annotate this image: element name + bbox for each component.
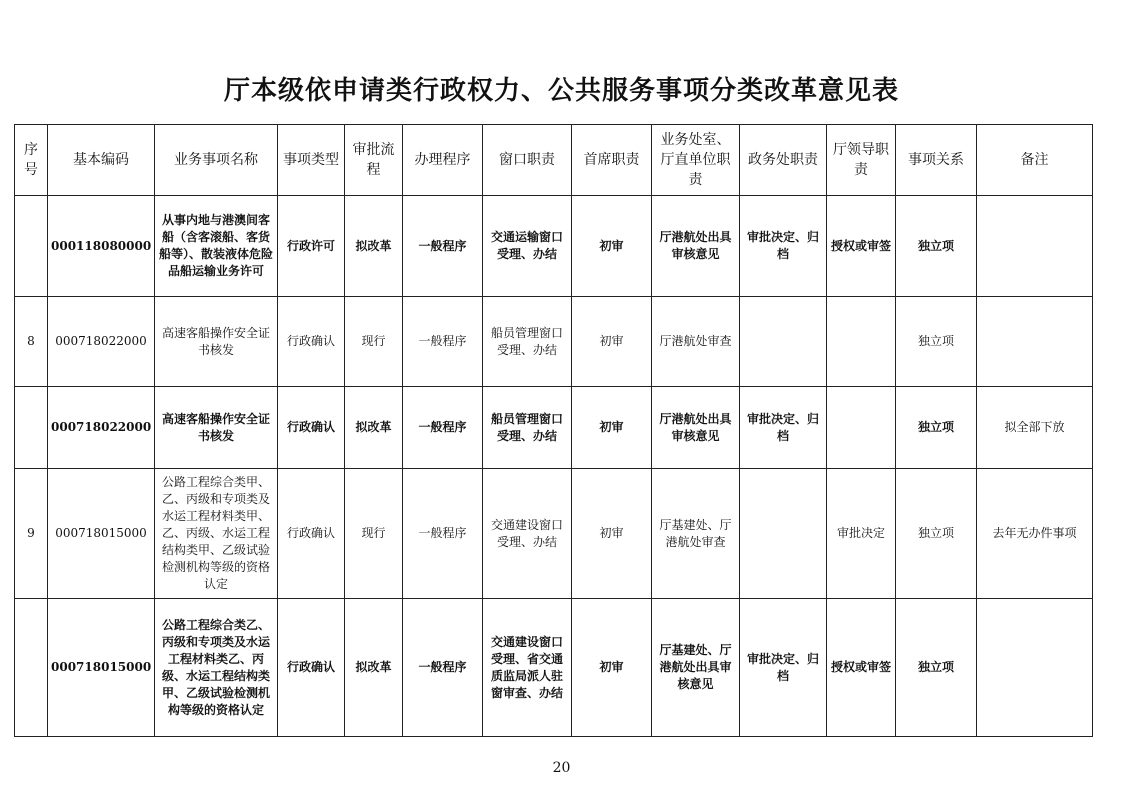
cell-leader bbox=[827, 387, 896, 469]
cell-window: 交通建设窗口受理、省交通质监局派人驻窗审查、办结 bbox=[483, 599, 572, 737]
header-flow: 审批流程 bbox=[345, 125, 403, 196]
cell-seq: 8 bbox=[15, 297, 48, 387]
page-title: 厅本级依申请类行政权力、公共服务事项分类改革意见表 bbox=[223, 76, 899, 106]
cell-chief: 初审 bbox=[572, 599, 652, 737]
cell-window: 交通运输窗口受理、办结 bbox=[483, 196, 572, 297]
cell-relation: 独立项 bbox=[896, 387, 977, 469]
cell-code: 000718022000 bbox=[48, 387, 155, 469]
cell-seq bbox=[15, 599, 48, 737]
cell-name: 从事内地与港澳间客船（含客滚船、客货船等）、散装液体危险品船运输业务许可 bbox=[155, 196, 278, 297]
cell-name: 公路工程综合类乙、丙级和专项类及水运工程材料类乙、丙级、水运工程结构类甲、乙级试验检测机构等级的资格认定 bbox=[155, 599, 278, 737]
cell-leader: 审批决定 bbox=[827, 469, 896, 599]
header-seq: 序号 bbox=[15, 125, 48, 196]
header-procedure: 办理程序 bbox=[403, 125, 483, 196]
cell-flow: 现行 bbox=[345, 297, 403, 387]
cell-chief: 初审 bbox=[572, 196, 652, 297]
header-relation: 事项关系 bbox=[896, 125, 977, 196]
header-dept: 业务处室、厅直单位职责 bbox=[652, 125, 740, 196]
cell-flow: 现行 bbox=[345, 469, 403, 599]
cell-type: 行政确认 bbox=[278, 297, 345, 387]
table-row bbox=[15, 387, 1093, 469]
cell-leader: 授权或审签 bbox=[827, 599, 896, 737]
header-type: 事项类型 bbox=[278, 125, 345, 196]
cell-procedure: 一般程序 bbox=[403, 196, 483, 297]
cell-seq: 9 bbox=[15, 469, 48, 599]
cell-procedure: 一般程序 bbox=[403, 387, 483, 469]
cell-code: 000718022000 bbox=[48, 297, 155, 387]
cell-code: 000718015000 bbox=[48, 599, 155, 737]
header-leader: 厅领导职责 bbox=[827, 125, 896, 196]
cell-dept: 厅基建处、厅港航处审查 bbox=[652, 469, 740, 599]
cell-dept: 厅基建处、厅港航处出具审核意见 bbox=[652, 599, 740, 737]
header-note: 备注 bbox=[977, 125, 1093, 196]
table-row bbox=[15, 297, 1093, 387]
table-row bbox=[15, 196, 1093, 297]
cell-type: 行政确认 bbox=[278, 599, 345, 737]
cell-flow: 拟改革 bbox=[345, 599, 403, 737]
cell-flow: 拟改革 bbox=[345, 196, 403, 297]
cell-flow: 拟改革 bbox=[345, 387, 403, 469]
cell-name: 高速客船操作安全证书核发 bbox=[155, 387, 278, 469]
cell-procedure: 一般程序 bbox=[403, 297, 483, 387]
cell-leader: 授权或审签 bbox=[827, 196, 896, 297]
cell-window: 船员管理窗口受理、办结 bbox=[483, 387, 572, 469]
header-name: 业务事项名称 bbox=[155, 125, 278, 196]
cell-note bbox=[977, 297, 1093, 387]
cell-admin: 审批决定、归档 bbox=[740, 599, 827, 737]
cell-relation: 独立项 bbox=[896, 297, 977, 387]
cell-chief: 初审 bbox=[572, 297, 652, 387]
header-admin: 政务处职责 bbox=[740, 125, 827, 196]
cell-admin: 审批决定、归档 bbox=[740, 196, 827, 297]
cell-chief: 初审 bbox=[572, 469, 652, 599]
cell-type: 行政确认 bbox=[278, 469, 345, 599]
cell-type: 行政许可 bbox=[278, 196, 345, 297]
cell-chief: 初审 bbox=[572, 387, 652, 469]
cell-procedure: 一般程序 bbox=[403, 599, 483, 737]
cell-relation: 独立项 bbox=[896, 599, 977, 737]
cell-leader bbox=[827, 297, 896, 387]
cell-seq bbox=[15, 387, 48, 469]
cell-admin: 审批决定、归档 bbox=[740, 387, 827, 469]
reform-table bbox=[14, 124, 1093, 737]
cell-seq bbox=[15, 196, 48, 297]
cell-admin bbox=[740, 297, 827, 387]
header-chief: 首席职责 bbox=[572, 125, 652, 196]
cell-note bbox=[977, 599, 1093, 737]
cell-type: 行政确认 bbox=[278, 387, 345, 469]
cell-dept: 厅港航处出具审核意见 bbox=[652, 196, 740, 297]
cell-relation: 独立项 bbox=[896, 469, 977, 599]
cell-name: 高速客船操作安全证书核发 bbox=[155, 297, 278, 387]
header-window: 窗口职责 bbox=[483, 125, 572, 196]
cell-window: 交通建设窗口受理、办结 bbox=[483, 469, 572, 599]
table-row bbox=[15, 469, 1093, 599]
cell-window: 船员管理窗口受理、办结 bbox=[483, 297, 572, 387]
cell-admin bbox=[740, 469, 827, 599]
cell-note bbox=[977, 196, 1093, 297]
cell-procedure: 一般程序 bbox=[403, 469, 483, 599]
page-number: 20 bbox=[552, 760, 571, 776]
cell-note: 去年无办件事项 bbox=[977, 469, 1093, 599]
cell-name: 公路工程综合类甲、乙、丙级和专项类及水运工程材料类甲、乙、丙级、水运工程结构类甲、乙级试验检测机构等级的资格认定 bbox=[155, 469, 278, 599]
cell-code: 000718015000 bbox=[48, 469, 155, 599]
cell-relation: 独立项 bbox=[896, 196, 977, 297]
cell-code: 000118080000 bbox=[48, 196, 155, 297]
table-row bbox=[15, 599, 1093, 737]
header-code: 基本编码 bbox=[48, 125, 155, 196]
cell-dept: 厅港航处出具审核意见 bbox=[652, 387, 740, 469]
cell-note: 拟全部下放 bbox=[977, 387, 1093, 469]
cell-dept: 厅港航处审查 bbox=[652, 297, 740, 387]
table-header-row bbox=[15, 125, 1093, 196]
